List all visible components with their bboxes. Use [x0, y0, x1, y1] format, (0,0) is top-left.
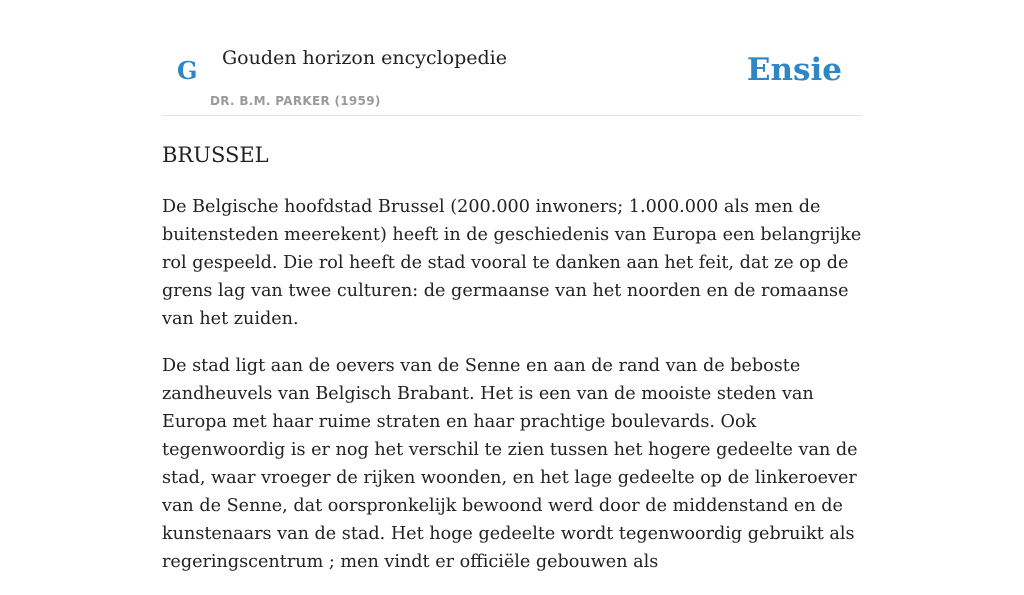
article-paragraph: De Belgische hoofdstad Brussel (200.000 inwoners; 1.000.000 als men de buitensteden meerekent) heeft in de geschiedenis van Europa een belangrijke rol gespeeld. Die rol heeft de stad vooral te danken aan het feit, dat ze op de grens lag van twee culturen: de germaanse van het noorden en de romaanse van het zuiden. [162, 197, 862, 329]
source-author: DR. B.M. PARKER (1959) [210, 94, 381, 108]
article-title: BRUSSEL [162, 143, 269, 167]
source-header [162, 40, 862, 116]
article [162, 138, 867, 595]
ensie-logo-link[interactable]: Ensie [746, 52, 842, 88]
source-logo-icon[interactable]: G [177, 56, 198, 85]
source-title[interactable]: Gouden horizon encyclopedie [222, 47, 507, 69]
article-paragraph: De stad ligt aan de oevers van de Senne en aan de rand van de beboste zandheuvels van Belgisch Brabant. Het is een van de mooiste steden van Europa met haar ruime straten en haar prachtige boulevards. Ook tegenwoordig is er nog het verschil te zien tussen het hogere gedeelte van de stad, waar vroeger de rijken woonden, en het lage gedeelte op de linkeroever van de Senne, dat oorspronkelijk bewoond werd door de middenstand en de kunstenaars van de stad. Het hoge gedeelte wordt tegenwoordig gebruikt als regeringscentrum ; men vindt er officiële gebouwen als [162, 356, 858, 572]
